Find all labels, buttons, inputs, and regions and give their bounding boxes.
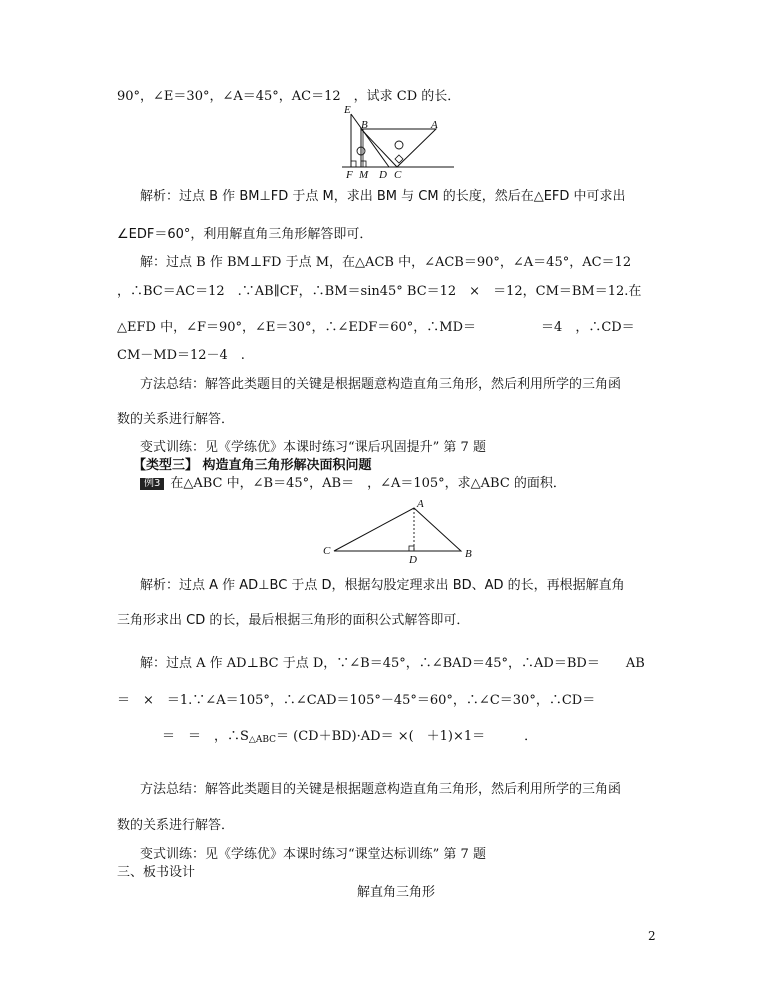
method-summary-line: 方法总结：解答此类题目的关键是根据题意构造直角三角形，然后利用所学的三角函 <box>140 377 622 392</box>
area-subscript: △ABC <box>248 735 276 745</box>
section-heading: 【类型三】 构造直角三角形解决面积问题 <box>133 458 372 473</box>
solution-text-line: △EFD 中，∠F＝90°，∠E＝30°，∴∠EDF＝60°，∴MD＝ ＝4 ，∴CD＝ <box>117 320 635 335</box>
method-summary-line: 数的关系进行解答． <box>117 412 235 427</box>
label-m: M <box>359 169 369 181</box>
variant-training-line: 变式训练：见《学练优》本课时练习“课后巩固提升” 第 7 题 <box>140 440 486 455</box>
solution-text-part: ＝ (CD＋BD)·AD＝ ×( ＋1)×1＝ ． <box>276 729 538 744</box>
analysis-text-line: 解析：过点 A 作 AD⊥BC 于点 D，根据勾股定理求出 BD、AD 的长，再根据解直角 <box>140 578 625 593</box>
label-b: B <box>361 119 368 131</box>
solution-text-line: 解：过点 B 作 BM⊥FD 于点 M，在△ACB 中，∠ACB＝90°，∠A＝45°，AC＝12 <box>140 255 632 270</box>
variant-training-line: 变式训练：见《学练优》本课时练习“课堂达标训练” 第 7 题 <box>140 847 486 862</box>
page-number: 2 <box>648 929 656 943</box>
label-f: F <box>346 169 353 181</box>
analysis-text-line: 三角形求出 CD 的长，最后根据三角形的面积公式解答即可． <box>117 613 470 628</box>
label-d: D <box>409 554 417 564</box>
solution-text-line: CM－MD＝12－4 . <box>117 348 245 363</box>
method-summary-line: 方法总结：解答此类题目的关键是根据题意构造直角三角形，然后利用所学的三角函 <box>140 782 622 797</box>
problem-text-line: 90°，∠E＝30°，∠A＝45°，AC＝12 ，试求 CD 的长． <box>117 89 461 104</box>
label-c: C <box>323 545 331 557</box>
label-e: E <box>344 104 351 116</box>
section-heading: 三、板书设计 <box>117 865 196 880</box>
solution-text-line: 解：过点 A 作 AD⊥BC 于点 D，∵∠B＝45°，∴∠BAD＝45°，∴AD＝BD＝ AB <box>140 656 645 671</box>
figure-triangle-abc <box>318 496 483 564</box>
label-a: A <box>431 119 438 131</box>
example-badge: 例3 <box>140 478 164 490</box>
solution-text-line: ＝ × ＝1.∵∠A＝105°，∴∠CAD＝105°－45°＝60°，∴∠C＝30°，∴CD＝ <box>117 693 596 708</box>
example-line <box>140 477 566 490</box>
figure-triangle-ruler <box>338 104 458 182</box>
label-c: C <box>394 169 402 181</box>
label-a: A <box>417 498 424 510</box>
example-text: 在△ABC 中，∠B＝45°，AB＝ ，∠A＝105°，求△ABC 的面积． <box>170 476 566 491</box>
solution-text-line: ，∴BC＝AC＝12 .∵AB∥CF，∴BM＝sin45° BC＝12 × ＝12，CM＝BM＝12.在 <box>117 284 642 299</box>
label-b: B <box>465 548 472 560</box>
solution-text-part: ＝ ＝ ，∴S <box>162 729 249 744</box>
board-design-title: 解直角三角形 <box>357 885 436 900</box>
solution-text-line <box>162 730 537 745</box>
analysis-text-line: ∠EDF＝60°，利用解直角三角形解答即可． <box>117 227 373 242</box>
analysis-text-line: 解析：过点 B 作 BM⊥FD 于点 M，求出 BM 与 CM 的长度，然后在△EFD 中可求出 <box>140 189 626 204</box>
label-d: D <box>379 169 387 181</box>
method-summary-line: 数的关系进行解答． <box>117 818 235 833</box>
